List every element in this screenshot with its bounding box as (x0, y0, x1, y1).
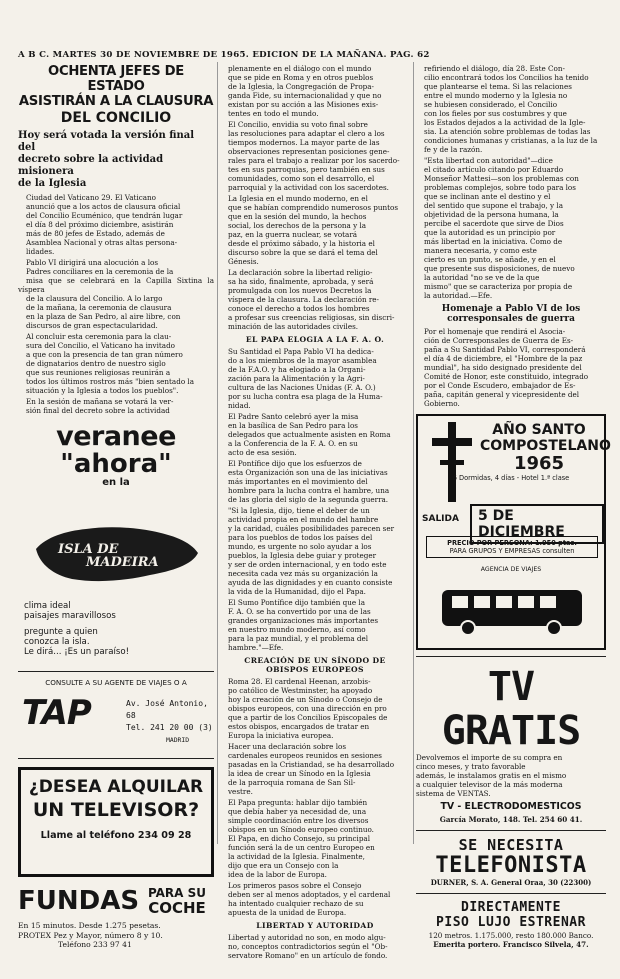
article-continuation-right (416, 64, 606, 300)
text-line: ción de Corresponsales de Guerra de Es- (424, 336, 574, 345)
text-line: no, conceptos contradictorios según el "Ob- (228, 942, 388, 951)
article-continuation (220, 64, 410, 331)
paragraph (220, 268, 410, 331)
text-line: función será la de un centro Europeo en (228, 843, 375, 852)
text-line: observaciones representan posiciones gene- (228, 147, 390, 156)
section-heading-fao: EL PAPA ELOGIA A LA F. A. O. (245, 335, 385, 344)
text-line: de la parroquia romana de San Sil- (228, 778, 356, 787)
text-line: hambre."—Efe. (228, 643, 284, 652)
text-line: conoce el derecho a todos los hombres (228, 304, 370, 313)
text-line: a cualquier televisor de la más moderna (416, 780, 563, 789)
column-left (18, 64, 214, 949)
text-line: Su Santidad el Papa Pablo VI ha dedica- (228, 347, 374, 356)
text-line: la autoridad.—Efe. (424, 291, 493, 300)
text-line: rales para el trabajo a realizar por los sacerdo- (228, 156, 400, 165)
text-line: condiciones humanas y cristianas, a la luz de la (424, 136, 598, 145)
text-line: Padres conciliares en la ceremonia de la (26, 267, 174, 276)
ad-fundas (18, 887, 214, 979)
text-line: de dignatarios dentro de nuestro siglo (26, 359, 166, 368)
text-line: El Concilio, envidia su voto final sobre (228, 120, 368, 129)
text-line: comunidades, como son el desarrollo, el (228, 174, 375, 183)
paragraph (416, 327, 606, 408)
text-line: Ciudad del Vaticano 29. El Vaticano (26, 193, 157, 202)
text-line: más libertad en la iniciativa. Como de (424, 237, 563, 246)
paragraph (220, 881, 410, 917)
ad-telefonista-line3: DURNER, S. A. General Oraa, 30 (22300) (430, 878, 592, 887)
text-line: "Si la Iglesia, dijo, tiene el deber de un (228, 506, 370, 515)
tap-logo: TAP (22, 693, 91, 733)
text-line: del sentido que supone el trabajo, y la (424, 201, 563, 210)
text-line: El Pontífice dijo que los esfuerzos de (228, 459, 362, 468)
text-line: percibe el sacerdote que sirve de Dios (424, 219, 564, 228)
text-line: tiempos modernos. La mayor parte de las (228, 138, 380, 147)
ad-madeira-claim: clima ideal paisajes maravillosos (24, 601, 116, 621)
text-line: a profesar sus creencias religiosas, sin discri- (228, 313, 395, 322)
text-line: la vida de la Humanidad, dijo el Papa. (228, 587, 366, 596)
text-line: El Sumo Pontífice dijo también que la (228, 598, 366, 607)
text-line: obispos en un Sínodo europeo continuo. (228, 825, 374, 834)
article-body (18, 193, 214, 415)
ad-madeira-tagline: pregunte a quien conozca la isla. Le dirá... ¡Es un paraíso! (24, 627, 130, 657)
text-line: paña, capitán general y vicepresidente del (424, 390, 580, 399)
text-line: "Esta libertad con autoridad"—dice (424, 156, 553, 165)
text-line: paña a Su Santidad Pablo VI, corresponderá (424, 345, 586, 354)
ad-ano-strip: 6 Dormidas, 4 días - Hotel 1.ª clase (452, 474, 570, 482)
text-line: tes en sus parroquias, pero también en sus (228, 165, 385, 174)
text-line: sura del Concilio, el Vaticano ha invitado (26, 341, 176, 350)
text-line: servatore Romano" en un artículo de fondo. (228, 951, 388, 960)
article-headline-2: DEL CONCILIO (60, 110, 172, 126)
ad-alquilar-phone: Llame al teléfono 234 09 28 (40, 830, 192, 841)
text-line: pueblos, la Iglesia debe guiar y proteger (228, 551, 377, 560)
text-line: que a partir de los Concilios Episcopales de (228, 713, 388, 722)
paragraph (18, 258, 214, 330)
island-label: ISLA DE MADEIRA (58, 542, 159, 570)
text-line: para los pueblos de todos los países del (228, 533, 373, 542)
text-line: discurso sobre la que se dará el tema del (228, 248, 378, 257)
text-line: los Estados dejados a la actividad de la Igle- (424, 118, 586, 127)
section-heading-libertad: LIBERTAD Y AUTORIDAD (256, 921, 374, 930)
text-line: Los primeros pasos sobre el Consejo (228, 881, 362, 890)
text-line: Hacer una declaración sobre los (228, 742, 347, 751)
text-line: Devolvemos el importe de su compra en (416, 753, 563, 762)
ad-ano-title: AÑO SANTO COMPOSTELANO 1965 (480, 422, 611, 474)
text-line: a la Conferencia de la F. A. O. en su (228, 439, 358, 448)
text-line: acto de esa sesión. (228, 448, 297, 457)
text-line: do a los miembros de la mayor asamblea (228, 356, 377, 365)
column-middle (220, 64, 410, 960)
text-line: necesita cada vez más su organización la (228, 569, 378, 578)
ad-madeira-line1: veranee (56, 421, 176, 452)
paragraph (220, 120, 410, 192)
text-line: que se habían comprendido numerosos puntos (228, 203, 399, 212)
page-header: A B C. MARTES 30 DE NOVIEMBRE DE 1965. EDICION DE LA MAÑANA. PAG. 62 (18, 50, 430, 60)
text-line: estos obispos, encargados de tratar en (228, 722, 370, 731)
column-divider (413, 62, 414, 844)
text-line: cierto es un punto, se añade, y en el (424, 255, 556, 264)
ad-alquilar-line2: UN TELEVISOR? (32, 799, 200, 821)
text-line: mundial", ha sido designado presidente del (424, 363, 582, 372)
text-line: ganda Fide, su internacionalidad y que no (228, 91, 382, 100)
text-line: la autoridad "no se ve de la que (424, 273, 540, 282)
text-line: F. A. O. se ha convertido por una de las (228, 607, 371, 616)
ad-fundas-title: FUNDAS (18, 886, 140, 916)
text-line: apuesta de la unidad de Europa. (228, 908, 347, 917)
ad-tap (18, 672, 214, 759)
text-line: la actividad de la Iglesia. Finalmente, (228, 852, 365, 861)
ad-ano-date: 5 DE DICIEMBRE (470, 504, 604, 544)
column-right (416, 64, 611, 949)
paragraph (18, 397, 214, 415)
text-line: actividad propia en el mundo del hambre (228, 515, 379, 524)
text-line: sa ha sido, finalmente, aprobada, y será (228, 277, 374, 286)
text-line: con los fieles por sus costumbres y que (424, 109, 567, 118)
paragraph (220, 64, 410, 118)
ad-piso-line2: PISO LUJO ESTRENAR (436, 915, 586, 930)
text-line: nidad. (228, 401, 251, 410)
ad-tap-top: CONSULTE A SU AGENTE DE VIAJES O A (45, 678, 187, 687)
article-libertad (220, 933, 410, 960)
text-line: Gobierno. (424, 399, 460, 408)
section-heading-sinodo: CREACIÓN DE UN SÍNODO DE OBISPOS EUROPEOS (244, 656, 386, 674)
text-line: que plantearse el tema. Si las relaciones (424, 82, 572, 91)
text-line: idea de la labor de Europa. (228, 870, 327, 879)
paragraph (220, 798, 410, 879)
text-line: y la caridad, cuáles posibilidades parecen ser (228, 524, 395, 533)
article-homenaje (416, 327, 606, 408)
ad-tv-address: García Morato, 148. Tel. 254 60 41. (439, 815, 583, 824)
text-line: las resoluciones para adaptar el clero a los (228, 129, 385, 138)
text-line: esta Organización son una de las iniciativas (228, 468, 388, 477)
bus-icon (438, 582, 588, 638)
text-line: Al concluir esta ceremonia para la clau- (26, 332, 172, 341)
text-line: anunció que a los actos de clausura oficial (26, 202, 181, 211)
paragraph (220, 742, 410, 796)
text-line: po católico de Westminster, ha apoyado (228, 686, 373, 695)
text-line: que se pide en Roma y en otros pueblos (228, 73, 374, 82)
ad-ano-salida: SALIDA (422, 514, 459, 524)
text-line: mismo" que se caracteriza por propia de (424, 282, 573, 291)
text-line: Pablo VI dirigirá una alocución a los (26, 258, 159, 267)
paragraph (220, 412, 410, 457)
text-line: lidades. (26, 247, 55, 256)
ad-fundas-text: En 15 minutos. Desde 1.275 pesetas. PROTEX Pez y Mayor, número 8 y 10. Teléfono 233 97 41 (18, 921, 163, 949)
text-line: dijo que era un Consejo con la (228, 861, 339, 870)
ad-ano-santo (416, 414, 611, 650)
text-line: En la sesión de mañana se votará la ver- (26, 397, 174, 406)
paragraph (220, 506, 410, 596)
text-line: se hubiesen considerado, el Concilio (424, 100, 558, 109)
text-line: por su lucha contra esa plaga de la Huma- (228, 392, 383, 401)
ad-alquilar-line1: ¿DESEA ALQUILAR (28, 777, 204, 797)
text-line: parroquial y la actividad con los sacerdotes. (228, 183, 389, 192)
text-line: promulgada con los nuevos Decretos la (228, 286, 372, 295)
text-line: zación para la Alimentación y la Agri- (228, 374, 365, 383)
paragraph (220, 347, 410, 410)
text-line: más importantes en el movimiento del (228, 477, 368, 486)
text-line: entre el mundo moderno y la Iglesia no (424, 91, 568, 100)
divider (416, 893, 606, 894)
text-line: El Padre Santo celebró ayer la misa (228, 412, 359, 421)
text-line: El Papa pregunta: hablar dijo también (228, 798, 368, 807)
cross-icon (422, 420, 482, 504)
text-line: que en la sesión del mundo, la hechos (228, 212, 367, 221)
text-line: más de 80 jefes de Estado, además de (26, 229, 165, 238)
text-line: ayuda de las dignidades y en cuanto consiste (228, 578, 393, 587)
paragraph (220, 933, 410, 960)
text-line: cilio encontrará todos los Concilios ha tenido (424, 73, 589, 82)
text-line: sistema de VENTAS. (416, 789, 491, 798)
text-line: víspera de la clausura. La declaración re- (228, 295, 379, 304)
text-line: para la paz mundial, y el problema del (228, 634, 369, 643)
paragraph (18, 193, 214, 256)
text-line: Roma 28. El cardenal Heenan, arzobis- (228, 677, 371, 686)
text-line: Asamblea Nacional y otras altas persona- (26, 238, 178, 247)
text-line: sión final del decreto sobre la actividad (26, 406, 170, 415)
ad-ano-price: PRECIO POR PERSONA: 1.950 ptas. PARA GRUPOS Y EMPRESAS consulten (426, 536, 598, 558)
text-line: Génesis. (228, 257, 259, 266)
text-line: cardenales europeos reunidos en sesiones (228, 751, 382, 760)
ad-madeira (18, 423, 214, 672)
text-line: por el Conde Escudero, embajador de Es- (424, 381, 576, 390)
text-line: el citado artículo citando por Eduardo (424, 165, 564, 174)
text-line: mundo, es urgente no solo ayudar a los (228, 542, 372, 551)
paragraph (220, 598, 410, 652)
paragraph (416, 156, 606, 300)
text-line: vestre. (228, 787, 253, 796)
text-line: deben ser al menos adoptados, y el cardenal (228, 890, 391, 899)
article-sinodo (220, 677, 410, 917)
article-subhead: Hoy será votada la versión final del decreto sobre la actividad misionera de la Iglesia (18, 130, 195, 189)
text-line: problemas complejos, sobre todo para los (424, 183, 576, 192)
text-line: de la clausura del Concilio. A lo largo (26, 294, 163, 303)
paragraph (18, 332, 214, 395)
text-line: en la basílica de San Pedro para los (228, 421, 358, 430)
text-line: ha intentado cualquier rechazo de su (228, 899, 364, 908)
text-line: que debía haber ya necesidad de, una (228, 807, 367, 816)
paragraph (220, 459, 410, 504)
text-line: tentes en todo el mundo. (228, 109, 319, 118)
text-line: cinco meses, y trato favorable (416, 762, 526, 771)
text-line: Monseñor Mattesi—son los problemas con (424, 174, 579, 183)
text-line: cultura de las Naciones Unidas (F. A. O.) (228, 383, 376, 392)
text-line: del Concilio Ecuménico, que tendrán lugar (26, 211, 183, 220)
text-line: minación de las autoridades civiles. (228, 322, 359, 331)
text-line: Libertad y autoridad no son, en modo algu- (228, 933, 386, 942)
text-line: La declaración sobre la libertad religio- (228, 268, 373, 277)
text-line: además, le instalamos gratis en el mismo (416, 771, 567, 780)
text-line: social, los derechos de la persona y la (228, 221, 367, 230)
text-line: de las gloria del siglo de la segunda guerra. (228, 495, 389, 504)
text-line: refiriendo el diálogo, día 28. Este Con- (424, 64, 565, 73)
section-heading-homenaje: Homenaje a Pablo VI de los corresponsales de guerra (441, 304, 581, 324)
text-line: manera necesaria, y como este (424, 246, 537, 255)
text-line: objetividad de la persona humana, la (424, 210, 559, 219)
text-line: fe y de la razón. (424, 145, 483, 154)
text-line: Comité de Honor, este constituido, integrado (424, 372, 589, 381)
text-line: Por el homenaje que rendirá el Asocia- (424, 327, 566, 336)
ad-ano-agency: AGENCIA DE VIAJES (480, 566, 542, 573)
text-line: desde el próximo sábado, y la historia el (228, 239, 375, 248)
text-line: en la plaza de San Pedro, al aire libre, con (26, 312, 181, 321)
text-line: y ser de orden internacional, y en todo este (228, 560, 387, 569)
text-line: que la autoridad es un principio por (424, 228, 556, 237)
text-line: grandes organizaciones más importantes (228, 616, 379, 625)
ad-alquilar-televisor (18, 767, 214, 877)
ad-tap-address: Av. José Antonio, 68 Tel. 241 20 00 (3) MADRID (126, 699, 213, 744)
text-line: que presente sus disposiciones, de nuevo (424, 264, 575, 273)
text-line: hoy la creación de un Sínodo o Consejo de (228, 695, 383, 704)
ad-telefonista-line1: SE NECESITA (458, 836, 564, 854)
divider (416, 656, 606, 657)
text-line: situación y la Iglesia a todos los pueblos". (26, 386, 179, 395)
text-line: que sus reuniones religiosas reunirán a (26, 368, 171, 377)
ad-tv-title: TV GRATIS (441, 664, 581, 754)
paragraph (220, 194, 410, 266)
text-line: El Papa, en dicho Consejo, su principal (228, 834, 371, 843)
ad-piso-line3: 120 metros. 1.175.000, resto 180.000 Banco. (428, 931, 594, 940)
text-line: de la Iglesia, la Congregación de Propa- (228, 82, 374, 91)
ad-tv-text (416, 753, 606, 798)
ad-fundas-right: PARA SU COCHE (147, 886, 207, 917)
text-line: de la F.A.O. y ha elogiado a la Organi- (228, 365, 366, 374)
ad-telefonista-line2: TELEFONISTA (435, 853, 587, 878)
article-fao (220, 347, 410, 652)
text-line: discursos de gran espectacularidad. (26, 321, 158, 330)
paragraph (416, 64, 606, 154)
text-line: todos los últimos rostros más "bien sentado la (26, 377, 195, 386)
ad-piso-line4: Emerita portero. Francisco Silvela, 47. (433, 940, 589, 949)
ad-tv-brand: TV - ELECTRODOMESTICOS (440, 801, 582, 812)
text-line: de la mañana, la ceremonia de clausura (26, 303, 172, 312)
text-line: simple coordinación entre los diversos (228, 816, 369, 825)
text-line: en nuestro mundo moderno, así como (228, 625, 366, 634)
divider (416, 830, 606, 831)
text-line: obispos europeos, con una dirección en pro (228, 704, 387, 713)
text-line: plenamente en el diálogo con el mundo (228, 64, 372, 73)
text-line: el día 8 del próximo diciembre, asistirán (26, 220, 174, 229)
text-line: sia. La atención sobre problemas de todas las (424, 127, 591, 136)
article-headline: OCHENTA JEFES DE ESTADO ASISTIRÁN A LA CLAUSURA (18, 64, 214, 109)
text-line: el día 4 de diciembre, el "Hombre de la paz (424, 354, 583, 363)
text-line: paz, en la guerra nuclear, se votará (228, 230, 358, 239)
ad-piso-line1: DIRECTAMENTE (461, 900, 561, 915)
paragraph (220, 677, 410, 740)
text-line: misa que se celebrará en la Capilla Sixtina la víspera (18, 276, 214, 294)
ad-madeira-line3: en la (102, 477, 130, 488)
text-line: La Iglesia en el mundo moderno, en el (228, 194, 368, 203)
column-divider (217, 62, 218, 844)
text-line: hombre para la lucha contra el hambre, una (228, 486, 390, 495)
text-line: pasadas en la Cristiandad, se ha desarrollado (228, 760, 395, 769)
text-line: Europa la iniciativa europea. (228, 731, 334, 740)
text-line: existan por su acción a las Misiones exis- (228, 100, 379, 109)
text-line: delegados que actualmente asisten en Roma (228, 430, 391, 439)
text-line: a que con la presencia de tan gran número (26, 350, 183, 359)
text-line: que se inclinan ante el destino y el (424, 192, 551, 201)
ad-madeira-line2: "ahora" (60, 449, 172, 479)
text-line: la idea de crear un Sínodo en la Iglesia (228, 769, 371, 778)
